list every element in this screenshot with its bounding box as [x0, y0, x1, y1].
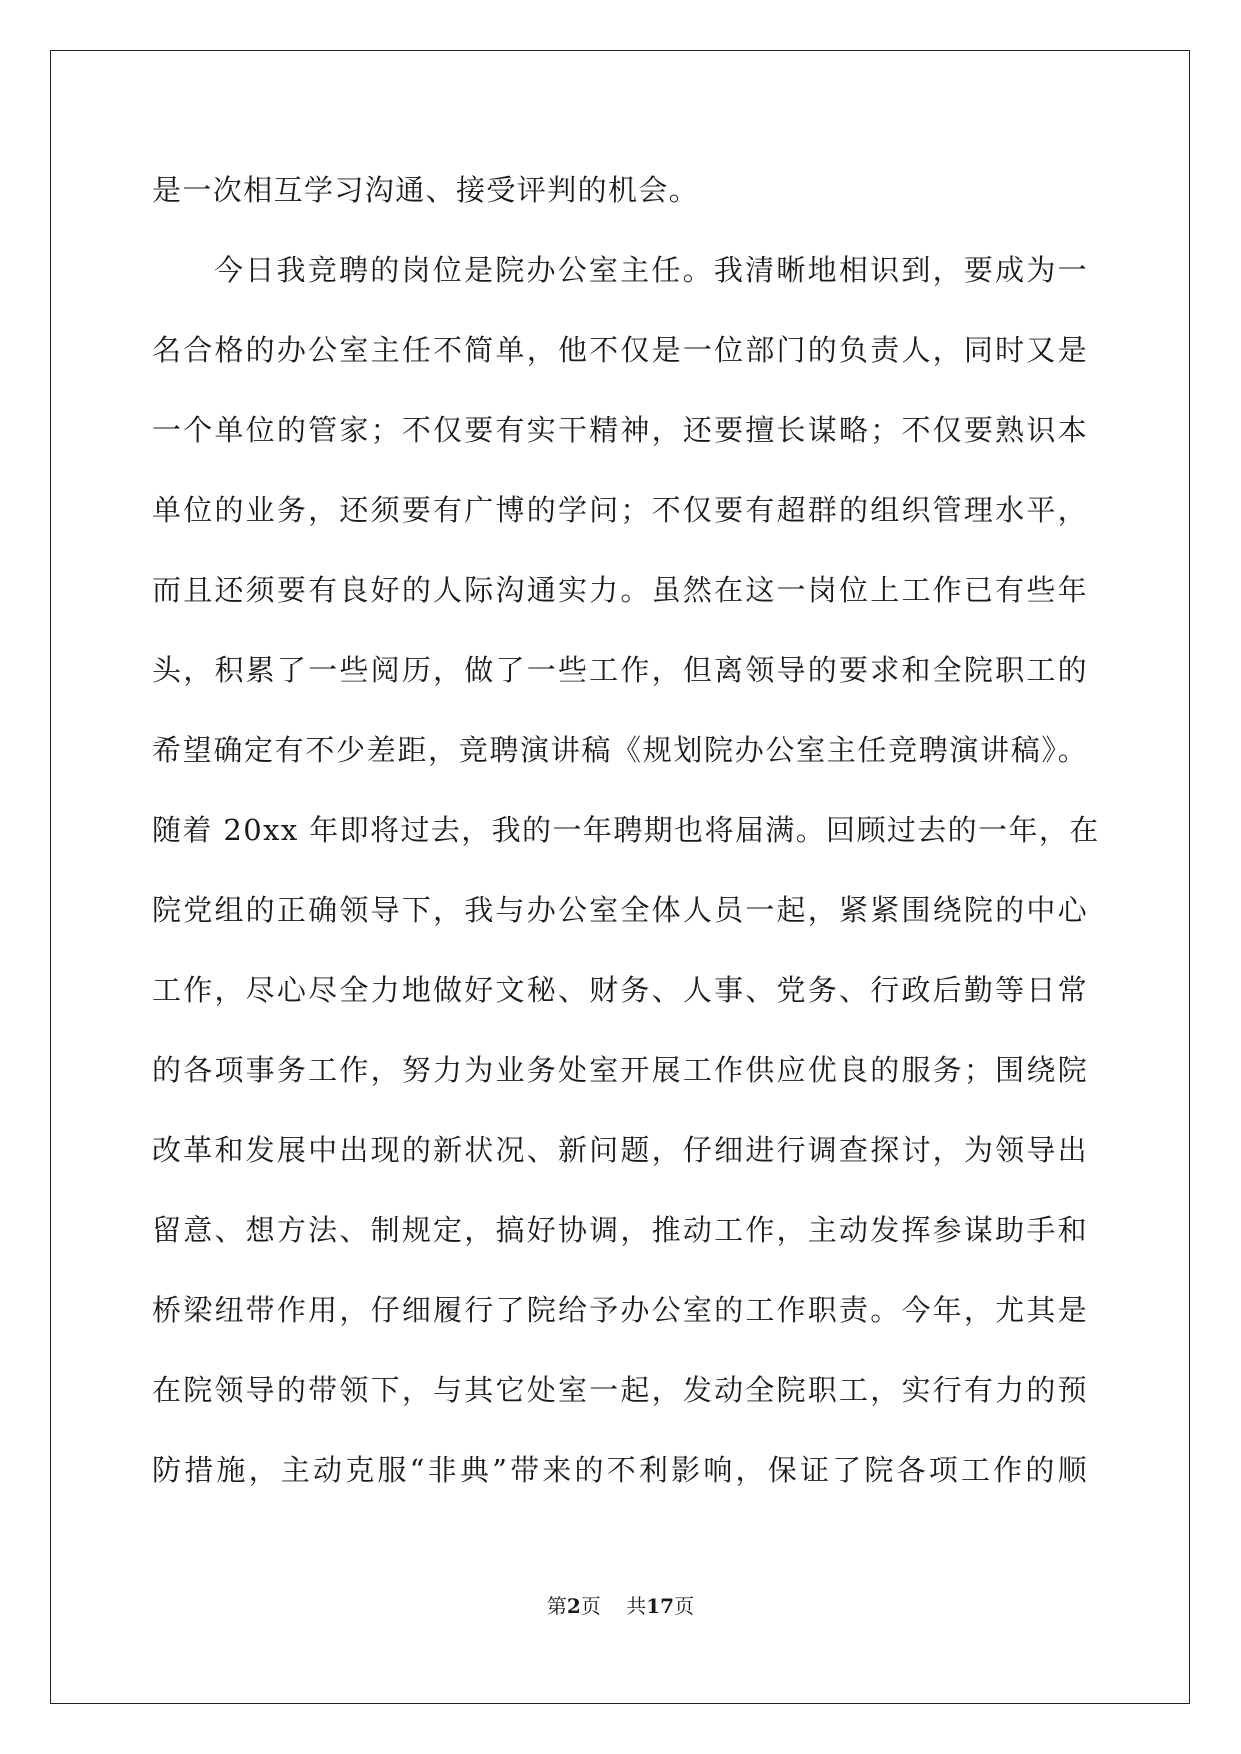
text-line-4: 一个单位的管家；不仅要有实干精神，还要擅长谋略；不仅要熟识本: [152, 413, 1088, 447]
text-line-16: 在院领导的带领下，与其它处室一起，发动全院职工，实行有力的预: [152, 1373, 1088, 1407]
text-line-6: 而且还须要有良好的人际沟通实力。虽然在这一岗位上工作已有些年: [152, 573, 1088, 607]
page-prefix: 第: [546, 1594, 567, 1618]
page-number: 2: [566, 1594, 581, 1618]
text-line-1: 是一次相互学习沟通、接受评判的机会。: [152, 173, 700, 207]
text-line-5: 单位的业务，还须要有广博的学问；不仅要有超群的组织管理水平，: [152, 493, 1088, 527]
total-pages: 17: [646, 1594, 675, 1618]
text-line-10: 院党组的正确领导下，我与办公室全体人员一起，紧紧围绕院的中心: [152, 893, 1088, 927]
total-suffix: 页: [674, 1594, 695, 1618]
text-line-9: 随着 20xx 年即将过去，我的一年聘期也将届满。回顾过去的一年，在: [152, 813, 1100, 847]
text-line-14: 留意、想方法、制规定，搞好协调，推动工作，主动发挥参谋助手和: [152, 1213, 1088, 1247]
text-line-8: 希望确定有不少差距，竞聘演讲稿《规划院办公室主任竞聘演讲稿》。: [152, 733, 1088, 767]
page-footer: [0, 1593, 1241, 1619]
document-body: [152, 162, 1100, 1522]
text-line-11: 工作，尽心尽全力地做好文秘、财务、人事、党务、行政后勤等日常: [152, 973, 1088, 1007]
text-line-15: 桥梁纽带作用，仔细履行了院给予办公室的工作职责。今年，尤其是: [152, 1293, 1088, 1327]
total-prefix: 共: [626, 1594, 647, 1618]
text-line-13: 改革和发展中出现的新状况、新问题，仔细进行调查探讨，为领导出: [152, 1133, 1088, 1167]
text-line-7: 头，积累了一些阅历，做了一些工作，但离领导的要求和全院职工的: [152, 653, 1088, 687]
text-line-2: 今日我竞聘的岗位是院办公室主任。我清晰地相识到，要成为一: [214, 253, 1088, 287]
text-line-17: 防措施，主动克服“非典”带来的不利影响，保证了院各项工作的顺: [152, 1453, 1088, 1487]
text-line-3: 名合格的办公室主任不简单，他不仅是一位部门的负责人，同时又是: [152, 333, 1088, 367]
page-suffix: 页: [580, 1594, 601, 1618]
text-line-12: 的各项事务工作，努力为业务处室开展工作供应优良的服务；围绕院: [152, 1053, 1088, 1087]
